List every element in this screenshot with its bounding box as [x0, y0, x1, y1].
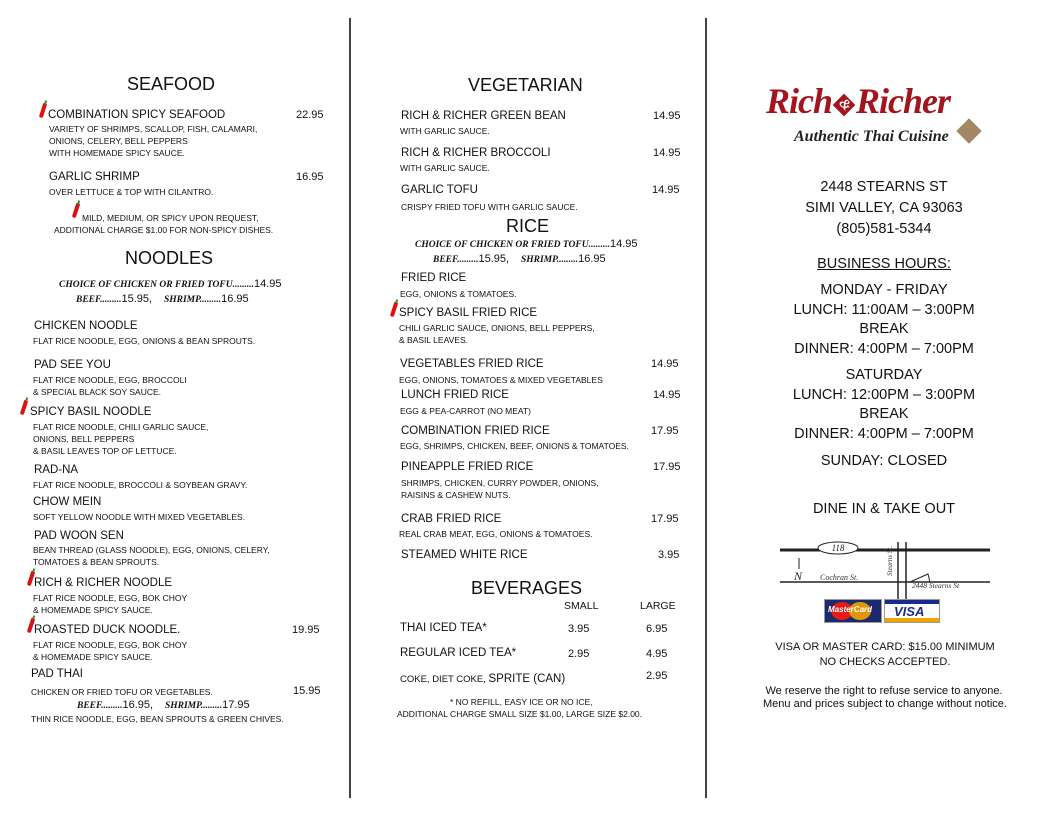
choice-label: BEEF: [433, 255, 458, 265]
beverages-title: BEVERAGES: [471, 578, 583, 598]
menu-item-desc: FLAT RICE NOODLE, BROCCOLI & SOYBEAN GRAVY.: [33, 480, 248, 490]
logo-amp: &: [833, 93, 856, 116]
beverage-note: ADDITIONAL CHARGE SMALL SIZE $1.00, LARGE SIZE $2.00.: [397, 709, 643, 719]
choice-dots: .........: [101, 701, 123, 711]
choice-price: 14.95: [609, 238, 638, 250]
choice-price: 15.95,: [478, 253, 510, 265]
hours-line: MONDAY - FRIDAY: [820, 282, 948, 298]
column-divider-left: [349, 18, 351, 798]
spicy-note: MILD, MEDIUM, OR SPICY UPON REQUEST,: [82, 213, 259, 223]
menu-item-desc: ONIONS, BELL PEPPERS: [33, 434, 135, 444]
menu-item-desc: & BASIL LEAVES.: [399, 335, 468, 345]
payment-note: VISA OR MASTER CARD: $15.00 MINIMUM: [775, 641, 995, 653]
menu-item-price: 17.95: [651, 425, 679, 437]
menu-item-price: 17.95: [653, 461, 681, 473]
menu-item-desc: FLAT RICE NOODLE, EGG, BROCCOLI: [33, 375, 187, 385]
menu-item-desc: FLAT RICE NOODLE, EGG, BOK CHOY: [33, 640, 188, 650]
menu-item-price: 16.95: [296, 171, 324, 183]
menu-item-desc: RAISINS & CASHEW NUTS.: [401, 490, 511, 500]
beverage-name: THAI ICED TEA*: [400, 622, 487, 634]
logo-name-1: Rich: [766, 81, 833, 121]
map-address-label: 2448 Stearns St: [912, 581, 960, 590]
choice-price: 16.95: [221, 293, 249, 305]
menu-item-price: 14.95: [653, 147, 681, 159]
menu-item-price: 14.95: [653, 110, 681, 122]
menu-item-price: 17.95: [651, 513, 679, 525]
choice-dots: .........: [457, 255, 479, 265]
menu-item-desc: THIN RICE NOODLE, EGG, BEAN SPROUTS & GREEN CHIVES.: [31, 714, 284, 724]
column-divider-right: [705, 18, 707, 798]
menu-item-price: 14.95: [652, 184, 680, 196]
menu-item-desc: BEAN THREAD (GLASS NOODLE), EGG, ONIONS, CELERY,: [33, 545, 270, 555]
beverage-price-small: 3.95: [568, 623, 590, 635]
menu-item-desc: CHILI GARLIC SAUCE, ONIONS, BELL PEPPERS,: [399, 323, 595, 333]
choice-price: 16.95: [578, 253, 606, 265]
choice-label: SHRIMP: [164, 701, 201, 711]
beverage-price: 2.95: [646, 670, 668, 682]
location-map: [780, 538, 990, 600]
menu-item-name: FRIED RICE: [401, 272, 467, 284]
choice-dots: .........: [556, 255, 579, 265]
logo-tagline: Authentic Thai Cuisine: [794, 128, 949, 145]
menu-item-desc: VARIETY OF SHRIMPS, SCALLOP, FISH, CALAMARI,: [49, 124, 258, 134]
menu-item-desc: OVER LETTUCE & TOP WITH CILANTRO.: [49, 187, 214, 197]
menu-item-price: 22.95: [296, 109, 324, 121]
menu-item-name: PAD WOON SEN: [34, 530, 124, 542]
policy-note: We reserve the right to refuse service to anyone.: [765, 685, 1003, 697]
menu-item-desc: EGG, SHRIMPS, CHICKEN, BEEF, ONIONS & TOMATOES.: [400, 441, 629, 451]
menu-item-desc: CHICKEN OR FRIED TOFU OR VEGETABLES.: [31, 687, 213, 697]
menu-item-desc: & HOMEMADE SPICY SAUCE.: [33, 652, 153, 662]
column-header-small: SMALL: [564, 600, 599, 612]
hours-line: BREAK: [859, 321, 909, 337]
choice-line: [76, 293, 249, 305]
menu-item-desc: CRISPY FRIED TOFU WITH GARLIC SAUCE.: [401, 202, 578, 212]
choice-dots: .........: [199, 295, 222, 305]
choice-label: CHOICE OF CHICKEN OR FRIED TOFU: [415, 240, 589, 250]
chili-icon: [390, 302, 398, 318]
menu-item-desc: & BASIL LEAVES TOP OF LETTUCE.: [33, 446, 177, 456]
menu-item-name: CRAB FRIED RICE: [401, 513, 502, 525]
menu-item-name: COMBINATION SPICY SEAFOOD: [48, 109, 226, 121]
mastercard-label: MasterCard: [828, 605, 873, 614]
choice-line: [77, 699, 250, 711]
hours-line: LUNCH: 12:00PM – 3:00PM: [792, 387, 976, 403]
hours-line: DINNER: 4:00PM – 7:00PM: [794, 341, 974, 357]
menu-item-desc: SOFT YELLOW NOODLE WITH MIXED VEGETABLES.: [33, 512, 246, 522]
menu-item-price: 3.95: [658, 549, 680, 561]
menu-item-desc: EGG, ONIONS, TOMATOES & MIXED VEGETABLES: [399, 375, 603, 385]
menu-item-desc: FLAT RICE NOODLE, EGG, ONIONS & BEAN SPROUTS.: [33, 336, 256, 346]
menu-item-desc: EGG, ONIONS & TOMATOES.: [400, 289, 517, 299]
choice-price: 16.95,: [122, 699, 154, 711]
choice-label: BEEF: [77, 701, 102, 711]
choice-label: SHRIMP: [163, 295, 200, 305]
menu-item-name: RICH & RICHER NOODLE: [34, 577, 173, 589]
choice-line: [433, 253, 606, 265]
choice-price: 15.95,: [121, 293, 153, 305]
beverage-note: * NO REFILL, EASY ICE OR NO ICE,: [450, 697, 593, 707]
hours-line: SATURDAY: [845, 367, 923, 383]
hours-line: SUNDAY: CLOSED: [820, 453, 948, 469]
chili-icon: [72, 203, 80, 219]
map-north-label: N: [794, 569, 803, 583]
menu-item-name: VEGETABLES FRIED RICE: [400, 358, 544, 370]
hours-line: LUNCH: 11:00AM – 3:00PM: [793, 302, 975, 318]
menu-item-desc: & SPECIAL BLACK SOY SAUCE.: [33, 387, 162, 397]
menu-item-desc: REAL CRAB MEAT, EGG, ONIONS & TOMATOES.: [399, 529, 593, 539]
menu-item-name: STEAMED WHITE RICE: [401, 549, 528, 561]
menu-item-price: 15.95: [293, 685, 321, 697]
menu-item-price: 19.95: [292, 624, 320, 636]
choice-dots: .........: [200, 701, 223, 711]
choice-line: [415, 238, 638, 250]
menu-item-desc: WITH GARLIC SAUCE.: [400, 126, 490, 136]
choice-label: SHRIMP: [520, 255, 557, 265]
menu-item-desc: SHRIMPS, CHICKEN, CURRY POWDER, ONIONS,: [401, 478, 599, 488]
menu-item-desc: FLAT RICE NOODLE, EGG, BOK CHOY: [33, 593, 188, 603]
menu-item-name: CHICKEN NOODLE: [34, 320, 138, 332]
menu-item-price: 14.95: [653, 389, 681, 401]
menu-item-name: LUNCH FRIED RICE: [401, 389, 509, 401]
map-background: [780, 538, 990, 600]
rice-title: RICE: [506, 216, 550, 236]
menu-item-name: COMBINATION FRIED RICE: [401, 425, 550, 437]
beverage-price-large: 6.95: [646, 623, 668, 635]
menu-item-name: GARLIC SHRIMP: [49, 171, 140, 183]
logo-name: [766, 80, 950, 122]
address-line: SIMI VALLEY, CA 93063: [805, 200, 963, 216]
menu-item-desc: WITH GARLIC SAUCE.: [400, 163, 490, 173]
menu-item-name: ROASTED DUCK NOODLE.: [34, 624, 181, 636]
menu-item-name: SPICY BASIL NOODLE: [30, 406, 152, 418]
menu-item-name: PAD SEE YOU: [34, 359, 111, 371]
menu-item-name: RICH & RICHER BROCCOLI: [401, 147, 551, 159]
map-street-label: Cochran St.: [820, 573, 859, 582]
address-line: 2448 STEARNS ST: [820, 179, 948, 195]
noodles-title: NOODLES: [125, 248, 214, 268]
menu-item-name: CHOW MEIN: [33, 496, 102, 508]
beverage-price-small: 2.95: [568, 648, 590, 660]
choice-dots: .........: [588, 240, 610, 250]
mastercard-logo: [824, 599, 882, 623]
beverage-price-large: 4.95: [646, 648, 668, 660]
hours-title: [712, 256, 1056, 272]
logo: [766, 80, 1006, 156]
menu-item-price: 14.95: [651, 358, 679, 370]
menu-item-name: SPICY BASIL FRIED RICE: [399, 307, 538, 319]
chili-icon: [20, 400, 28, 416]
menu-item-desc: WITH HOMEMADE SPICY SAUCE.: [49, 148, 185, 158]
visa-label: VISA: [894, 604, 925, 619]
menu-item-name: PINEAPPLE FRIED RICE: [401, 461, 534, 473]
menu-item-desc: TOMATOES & BEAN SPROUTS.: [33, 557, 160, 567]
phone-number: (805)581-5344: [836, 221, 932, 237]
hours-line: DINNER: 4:00PM – 7:00PM: [794, 426, 974, 442]
beverage-name: REGULAR ICED TEA*: [400, 647, 517, 659]
payment-note: NO CHECKS ACCEPTED.: [819, 656, 951, 668]
hours-line: BREAK: [859, 406, 909, 422]
choice-price: 17.95: [222, 699, 250, 711]
menu-item-name: RICH & RICHER GREEN BEAN: [401, 110, 566, 122]
menu-item-desc: FLAT RICE NOODLE, CHILI GARLIC SAUCE,: [33, 422, 209, 432]
beverage-name-part: COKE, DIET COKE,: [400, 674, 489, 685]
vegetarian-title: VEGETARIAN: [468, 75, 583, 95]
policy-note: Menu and prices subject to change without notice.: [763, 698, 1007, 710]
choice-dots: .........: [100, 295, 122, 305]
choice-label: BEEF: [76, 295, 101, 305]
menu-item-desc: ONIONS, CELERY, BELL PEPPERS: [49, 136, 188, 146]
choice-label: CHOICE OF CHICKEN OR FRIED TOFU: [59, 280, 233, 290]
chili-icon: [39, 103, 47, 119]
seafood-title: SEAFOOD: [127, 74, 216, 94]
choice-dots: .........: [232, 280, 254, 290]
hours-title-text: BUSINESS HOURS:: [817, 256, 951, 272]
menu-item-desc: EGG & PEA-CARROT (NO MEAT): [400, 406, 531, 416]
choice-line: [59, 278, 282, 290]
column-header-large: LARGE: [640, 600, 676, 612]
beverage-name-part: SPRITE (CAN): [488, 673, 566, 685]
dine-in-take-out: DINE IN & TAKE OUT: [812, 501, 956, 517]
menu-item-name: GARLIC TOFU: [401, 184, 478, 196]
visa-logo: [884, 599, 940, 623]
menu-item-name: RAD-NA: [34, 464, 79, 476]
map-highway-label: 118: [831, 543, 845, 553]
menu-item-desc: & HOMEMADE SPICY SAUCE.: [33, 605, 153, 615]
beverage-name: [400, 669, 565, 687]
choice-price: 14.95: [253, 278, 282, 290]
logo-name-2: Richer: [856, 81, 951, 121]
map-street-label: Stearns St.: [886, 546, 894, 576]
logo-diamond-icon: [956, 118, 981, 143]
spicy-note: ADDITIONAL CHARGE $1.00 FOR NON-SPICY DISHES.: [54, 225, 274, 235]
menu-item-name: PAD THAI: [31, 668, 83, 680]
